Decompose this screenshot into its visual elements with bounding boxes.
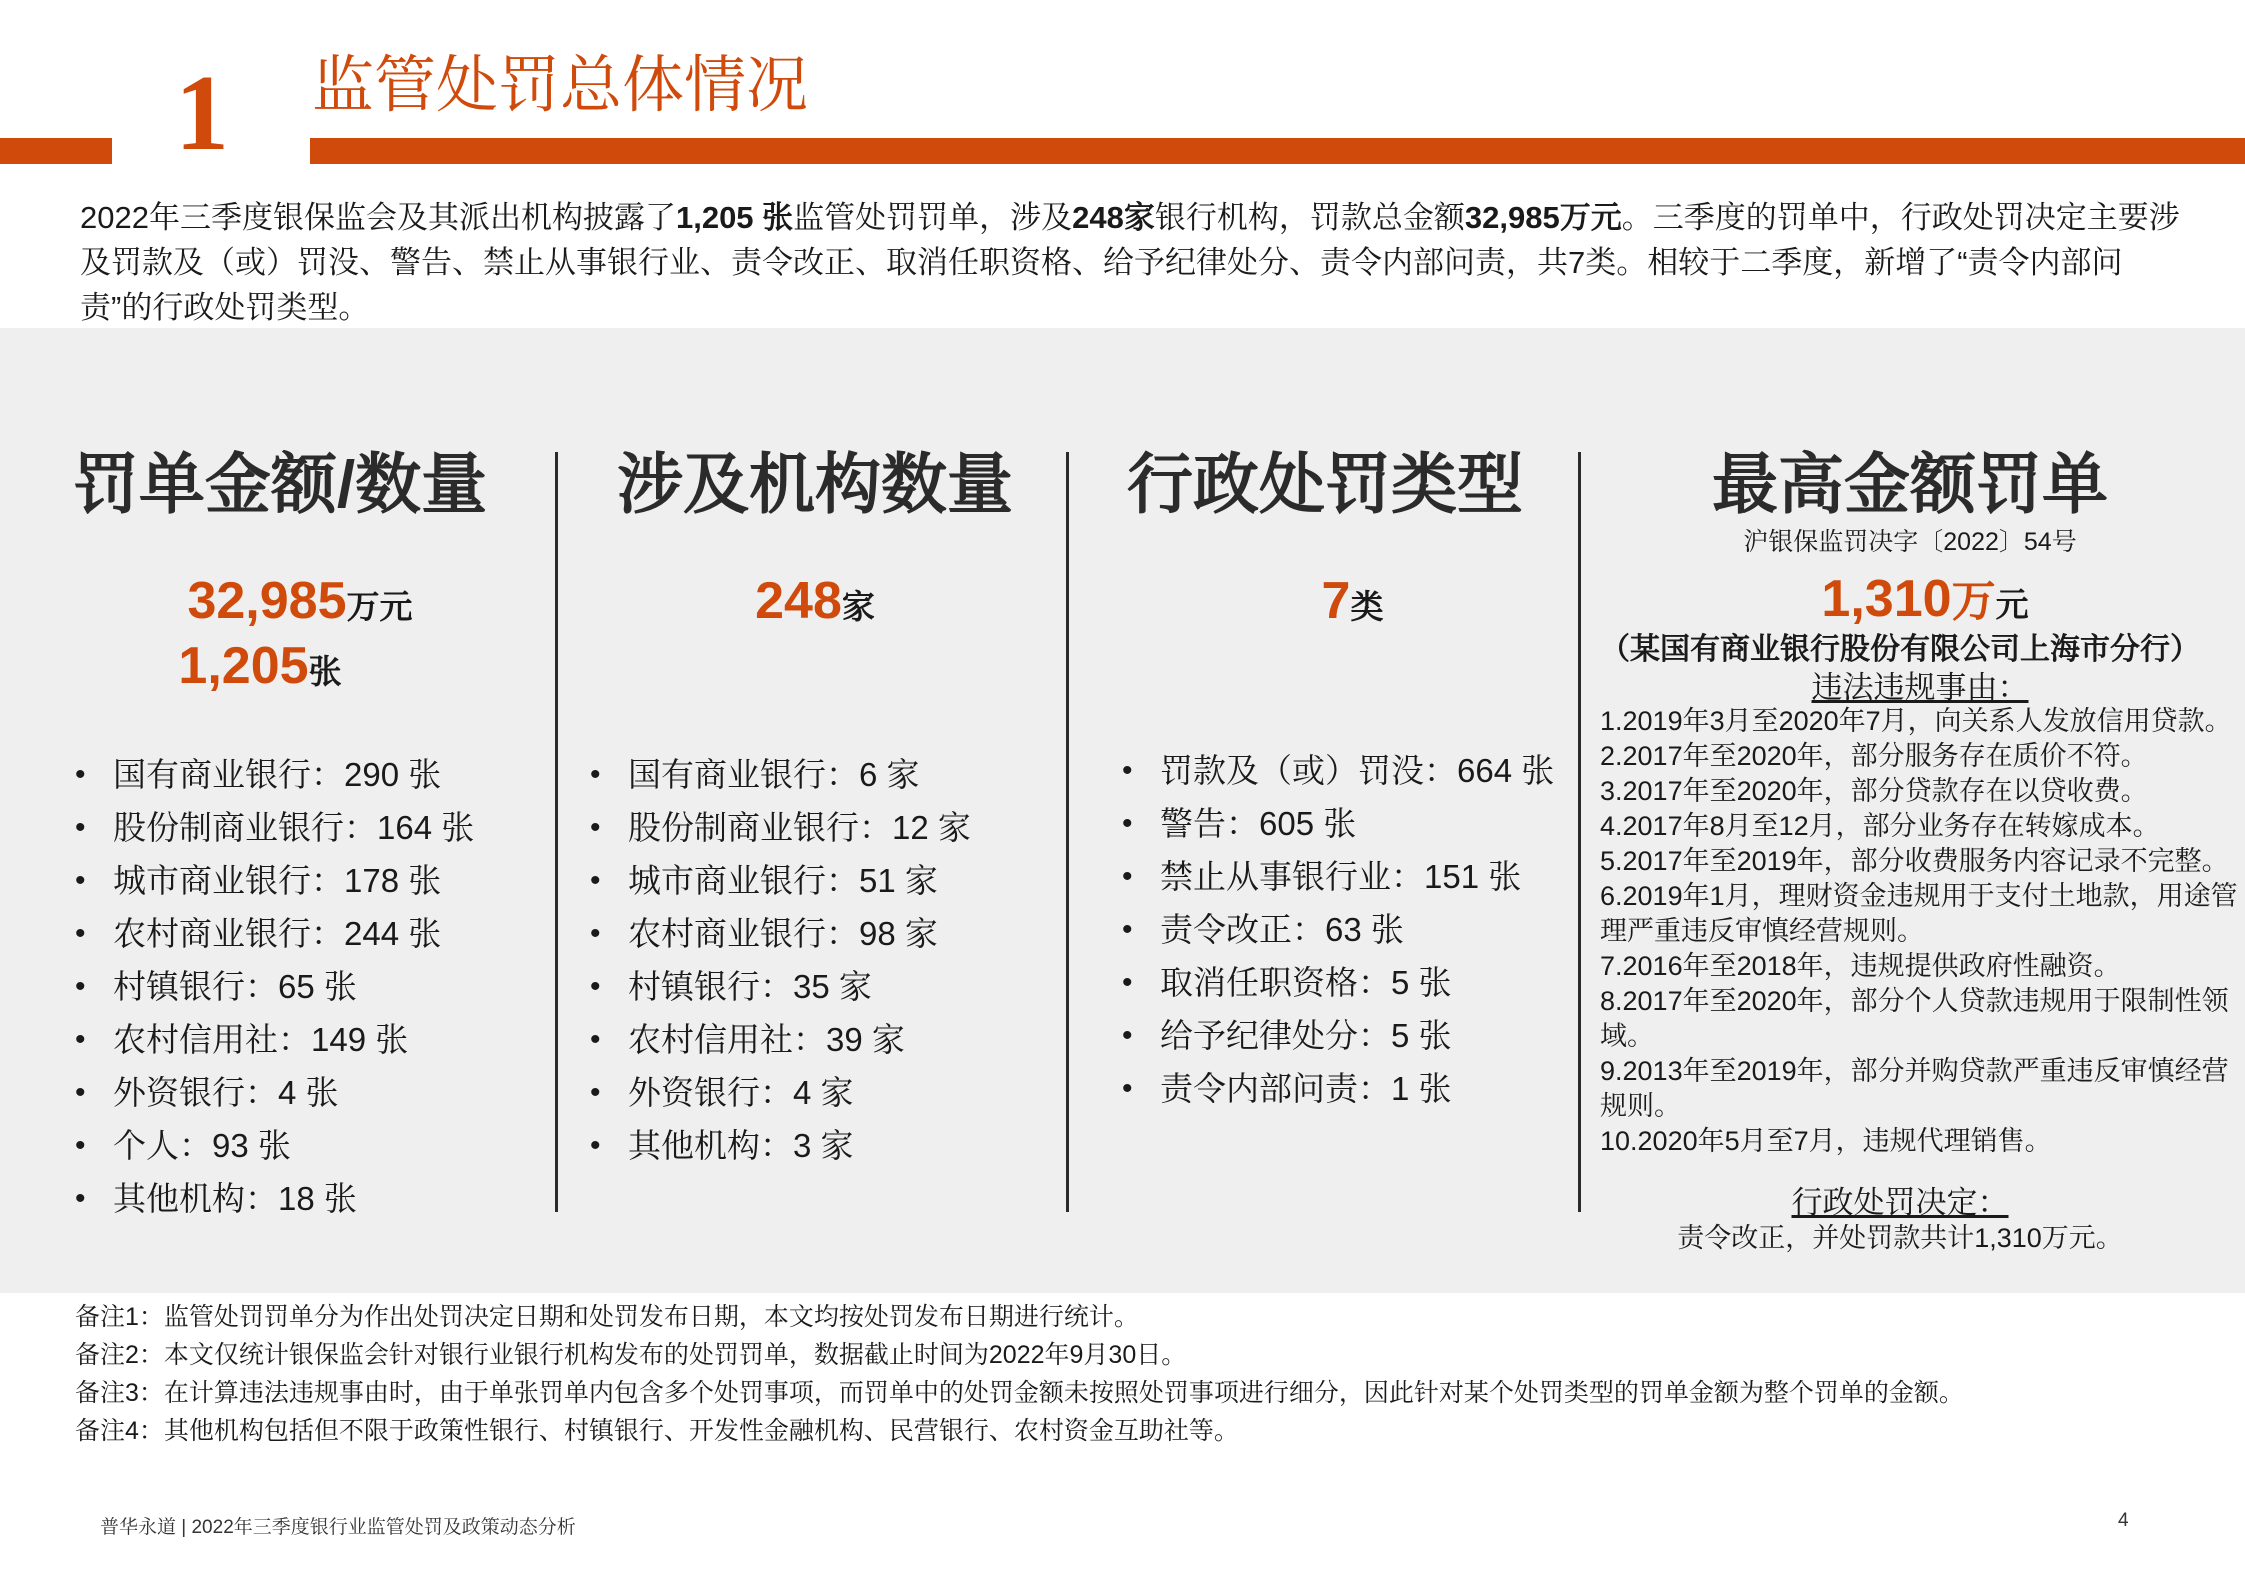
list-item: • 取消任职资格：5 张: [1122, 956, 1554, 1009]
column-divider: [1578, 452, 1581, 1212]
col-title-highest-penalty: 最高金额罚单: [1712, 447, 2108, 521]
header-bar-right: [310, 138, 2245, 164]
list-item: • 农村信用社：39 家: [590, 1013, 971, 1066]
list-item: 3.2017年至2020年，部分贷款存在以贷收费。: [1600, 776, 2148, 806]
list-item: • 股份制商业银行：164 张: [75, 801, 474, 854]
list-item: 7.2016年至2018年，违规提供政府性融资。: [1600, 951, 2121, 981]
list-item: • 国有商业银行：6 家: [590, 748, 971, 801]
page-title: 监管处罚总体情况: [312, 51, 809, 120]
page-number: 4: [2118, 1510, 2129, 1531]
list-item: • 村镇银行：35 家: [590, 960, 971, 1013]
footnote: 备注2：本文仅统计银保监会针对银行业银行机构发布的处罚罚单，数据截止时间为2022年9月30日。: [75, 1341, 1187, 1369]
footer-source: 普华永道 | 2022年三季度银行业监管处罚及政策动态分析: [100, 1517, 576, 1538]
col-title-penalty-types: 行政处罚类型: [1127, 447, 1523, 521]
header-bar-left: [0, 138, 112, 164]
list-item: • 股份制商业银行：12 家: [590, 801, 971, 854]
institutions-by-type-list: [590, 748, 971, 1172]
list-item: 10.2020年5月至7月，违规代理销售。: [1600, 1126, 2052, 1156]
list-item: 5.2017年至2019年，部分收费服务内容记录不完整。: [1600, 846, 2229, 876]
list-item: 4.2017年8月至12月，部分业务存在转嫁成本。: [1600, 811, 2160, 841]
list-item: 6.2019年1月，理财资金违规用于支付土地款，用途管理严重违反审慎经营规则。: [1600, 881, 2238, 946]
list-item: • 外资银行：4 张: [75, 1066, 474, 1119]
col-title-institutions: 涉及机构数量: [617, 447, 1013, 521]
section-number: 1: [175, 54, 229, 173]
column-divider: [555, 452, 558, 1212]
penalty-types-list: [1122, 744, 1554, 1115]
list-item: 9.2013年至2019年，部分并购贷款严重违反审慎经营规则。: [1600, 1056, 2229, 1121]
intro-paragraph: 2022年三季度银保监会及其派出机构披露了1,205 张监管处罚罚单，涉及248家银行机构，罚款总金额32,985万元。三季度的罚单中，行政处罚决定主要涉及罚款及（或）罚没、警告、禁止从事银行业、责令改正、取消任职资格、给予纪律处分、责令内部问责，共7类。相较于二季度，新增了“责令内部问责”的行政处罚类型。: [80, 200, 2180, 325]
list-item: • 其他机构：18 张: [75, 1172, 474, 1225]
list-item: 8.2017年至2020年，部分个人贷款违规用于限制性领域。: [1600, 986, 2229, 1051]
list-item: • 警告：605 张: [1122, 797, 1554, 850]
penalty-type-count: 7类: [1321, 572, 1384, 630]
col-title-amount-count: 罚单金额/数量: [72, 447, 488, 521]
list-item: 2.2017年至2020年，部分服务存在质价不符。: [1600, 741, 2148, 771]
list-item: • 给予纪律处分：5 张: [1122, 1009, 1554, 1062]
count-by-type-list: [75, 748, 474, 1225]
list-item: • 外资银行：4 家: [590, 1066, 971, 1119]
total-amount: 32,985万元: [187, 572, 413, 630]
list-item: • 罚款及（或）罚没：664 张: [1122, 744, 1554, 797]
intro-institutions: 248家: [1072, 200, 1155, 235]
total-count: 1,205张: [178, 637, 342, 695]
column-divider: [1066, 452, 1069, 1212]
decision-text: 责令改正，并处罚款共计1,310万元。: [1677, 1223, 2123, 1253]
violation-reasons-list: [1600, 704, 2240, 1159]
reasons-heading: 违法违规事由：: [1811, 670, 2029, 705]
list-item: • 农村商业银行：98 家: [590, 907, 971, 960]
footnote: 备注3：在计算违法违规事由时，由于单张罚单内包含多个处罚事项，而罚单中的处罚金额未按照处罚事项进行细分，因此针对某个处罚类型的罚单金额为整个罚单的金额。: [75, 1379, 1964, 1407]
list-item: • 村镇银行：65 张: [75, 960, 474, 1013]
list-item: • 责令内部问责：1 张: [1122, 1062, 1554, 1115]
list-item: • 个人：93 张: [75, 1119, 474, 1172]
list-item: 1.2019年3月至2020年7月，向关系人发放信用贷款。: [1600, 706, 2232, 736]
list-item: • 城市商业银行：51 家: [590, 854, 971, 907]
list-item: • 国有商业银行：290 张: [75, 748, 474, 801]
list-item: • 责令改正：63 张: [1122, 903, 1554, 956]
highest-amount: 1,310万元: [1821, 570, 2029, 628]
footnote: 备注4：其他机构包括但不限于政策性银行、村镇银行、开发性金融机构、民营银行、农村资金互助社等。: [75, 1417, 1239, 1445]
footnotes: [75, 1298, 1964, 1450]
list-item: • 城市商业银行：178 张: [75, 854, 474, 907]
intro-amount: 32,985万元: [1464, 200, 1622, 235]
penalty-reference: 沪银保监罚决字〔2022〕54号: [1743, 528, 2077, 556]
bank-name: （某国有商业银行股份有限公司上海市分行）: [1600, 633, 2200, 666]
decision-heading: 行政处罚决定：: [1791, 1185, 2009, 1220]
list-item: • 其他机构：3 家: [590, 1119, 971, 1172]
list-item: • 农村商业银行：244 张: [75, 907, 474, 960]
list-item: • 农村信用社：149 张: [75, 1013, 474, 1066]
intro-count: 1,205 张: [675, 200, 794, 235]
footnote: 备注1：监管处罚罚单分为作出处罚决定日期和处罚发布日期，本文均按处罚发布日期进行统计。: [75, 1303, 1139, 1331]
list-item: • 禁止从事银行业：151 张: [1122, 850, 1554, 903]
institution-count: 248家: [755, 572, 875, 630]
